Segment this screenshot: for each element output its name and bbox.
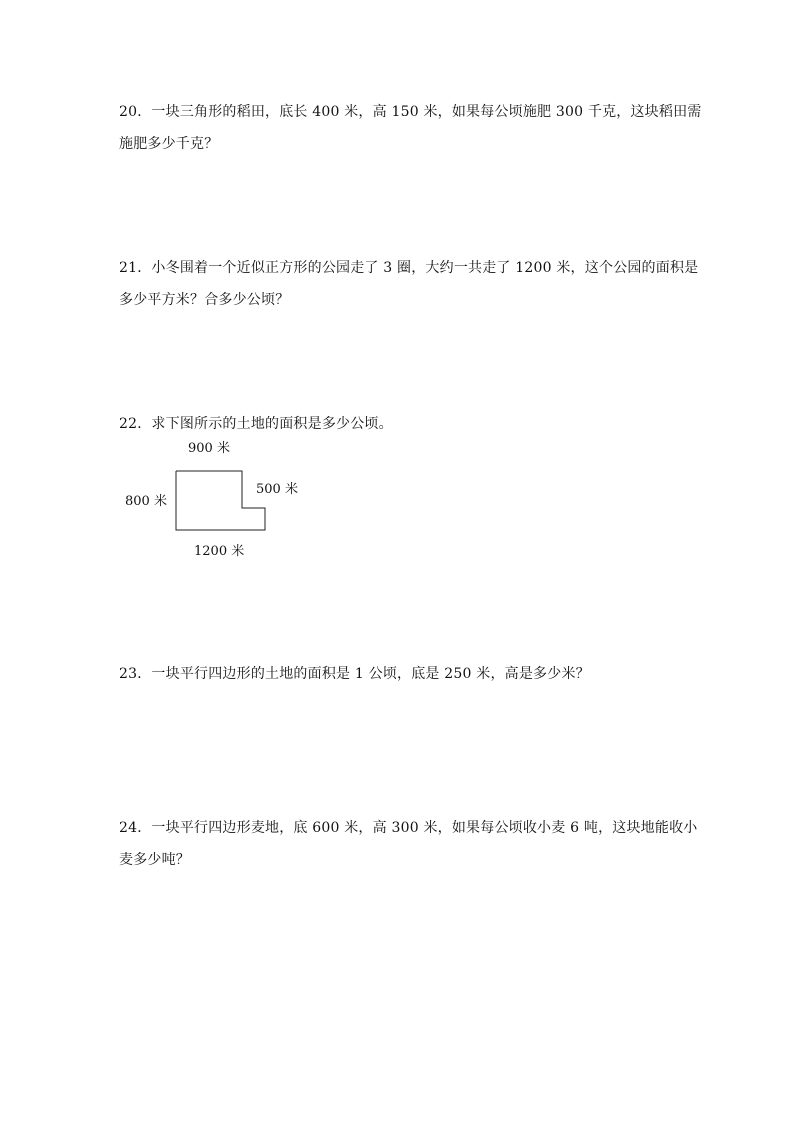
question-21-line-2: 多少平方米？合多少公顷？ (119, 292, 290, 308)
question-20-line-1: 20．一块三角形的稻田，底长 400 米，高 150 米，如果每公顷施肥 300 千克，这块稻田需 (119, 104, 702, 120)
top-length-label: 900 米 (188, 441, 230, 456)
question-20-line-2: 施肥多少千克？ (119, 136, 219, 152)
land-shape-figure (119, 436, 319, 566)
left-length-label: 800 米 (125, 494, 167, 509)
right-length-label: 500 米 (256, 482, 298, 497)
question-23-line-1: 23．一块平行四边形的土地的面积是 1 公顷，底是 250 米，高是多少米？ (119, 666, 590, 682)
question-22-line-1: 22．求下图所示的土地的面积是多少公顷。 (119, 416, 393, 432)
question-23 (119, 658, 679, 690)
question-21-line-1: 21．小冬围着一个近似正方形的公园走了 3 圈，大约一共走了 1200 米，这个公园的面积是 (119, 260, 699, 276)
question-24-line-1: 24．一块平行四边形麦地，底 600 米，高 300 米，如果每公顷收小麦 6 吨，这块地能收小 (119, 820, 698, 836)
land-shape-outline (176, 471, 265, 530)
bottom-length-label: 1200 米 (194, 544, 245, 559)
question-20 (119, 96, 702, 160)
question-24 (119, 812, 698, 876)
question-21 (119, 252, 699, 316)
question-24-line-2: 麦多少吨？ (119, 852, 190, 868)
